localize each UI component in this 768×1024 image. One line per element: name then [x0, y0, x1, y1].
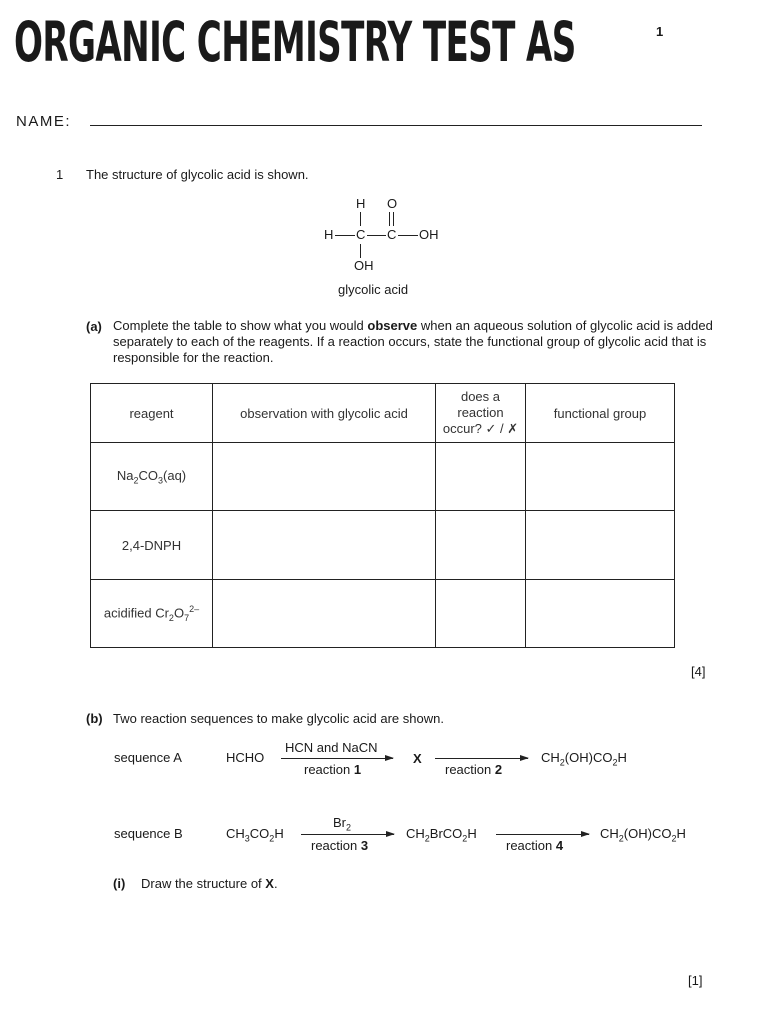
formula-subscript: 2	[269, 833, 275, 844]
sequence-b-reagent-1	[333, 815, 351, 833]
structure-caption: glycolic acid	[338, 282, 409, 297]
atom-c1: C	[356, 227, 366, 242]
part-a-label: (a)	[86, 319, 102, 334]
formula-subscript: 2	[612, 757, 618, 768]
part-a-marks: [4]	[691, 664, 706, 679]
atom-c2: C	[387, 227, 397, 242]
reaction-number: 4	[555, 838, 564, 853]
formula-subscript: 2	[424, 833, 430, 844]
reaction-number: 3	[360, 838, 369, 853]
reaction-label-text: reaction	[311, 838, 361, 853]
formula-subscript: 2	[346, 822, 352, 833]
formula-part: H	[617, 750, 627, 765]
sequence-b-label: sequence B	[114, 826, 183, 841]
part-a-text-2: when an aqueous solution of glycolic acid is added separately to each of the reagents. If a reaction occurs, state the functional group of glycolic acid that is responsible for the reaction.	[113, 318, 713, 365]
intermediate-x: X	[413, 751, 422, 766]
sequence-b-start	[226, 826, 284, 844]
header-reaction-occur	[436, 384, 526, 443]
formula-part: (OH)CO	[623, 826, 672, 841]
table-row	[91, 511, 675, 580]
page-number: 1	[656, 24, 664, 39]
sequence-a-reagent-1: HCN and NaCN	[285, 740, 378, 755]
reagent-text: CO	[138, 467, 158, 483]
answer-cell-functional-group[interactable]	[526, 443, 675, 511]
bond-c2-o-double-1	[389, 212, 390, 226]
bond-c1-oh	[360, 244, 361, 258]
part-i-label: (i)	[113, 876, 126, 891]
bond-c1-h	[360, 212, 361, 226]
header-observation: observation with glycolic acid	[213, 384, 436, 443]
formula-part: CH	[600, 826, 619, 841]
atom-oh-bottom: OH	[354, 258, 374, 273]
reaction-4-label	[506, 838, 563, 853]
formula-subscript: 2	[671, 833, 677, 844]
part-a-instructions	[113, 318, 713, 366]
atom-h-top: H	[356, 196, 366, 211]
reagent-dnph: 2,4-DNPH	[91, 511, 213, 580]
reagent-subscript: 2	[168, 612, 174, 623]
observation-table	[90, 383, 675, 648]
name-field-line[interactable]	[90, 125, 702, 126]
part-i-marks: [1]	[688, 973, 703, 988]
formula-part: H	[676, 826, 686, 841]
formula-subscript: 2	[462, 833, 468, 844]
reagent-subscript: 7	[184, 612, 190, 623]
bond-c1-c2	[367, 235, 386, 236]
part-i-text-main: Draw the structure of	[141, 876, 266, 891]
reaction-3-label	[311, 838, 368, 853]
answer-drawing-area[interactable]	[113, 900, 673, 968]
reaction-number: 1	[353, 762, 362, 777]
answer-cell-functional-group[interactable]	[526, 511, 675, 580]
bond-h-c1	[335, 235, 355, 236]
reaction-label-text: reaction	[506, 838, 556, 853]
formula-subscript: 2	[559, 757, 565, 768]
formula-part: (OH)CO	[564, 750, 613, 765]
header-functional-group: functional group	[526, 384, 675, 443]
reagent-superscript: 2–	[189, 604, 200, 615]
reaction-label-text: reaction	[445, 762, 495, 777]
sequence-a-start: HCHO	[226, 750, 265, 765]
formula-part: CO	[249, 826, 270, 841]
part-i-end: .	[273, 876, 278, 891]
reagent-text: acidified Cr	[103, 605, 169, 621]
reaction-1-arrow	[281, 758, 393, 759]
header-reagent: reagent	[91, 384, 213, 443]
header-occur-line2: reaction	[457, 405, 504, 420]
formula-part: CH	[541, 750, 560, 765]
answer-cell-occur[interactable]	[436, 580, 526, 648]
sequence-b-intermediate	[406, 826, 477, 844]
header-occur-line1: does a	[460, 389, 501, 404]
question-number: 1	[56, 167, 64, 182]
sequence-a-label: sequence A	[114, 750, 182, 765]
part-a-bold-word: observe	[367, 318, 418, 333]
reagent-acidified-dichromate	[91, 580, 213, 648]
sequence-a-product	[541, 750, 627, 768]
formula-part: H	[274, 826, 284, 841]
answer-cell-observation[interactable]	[213, 580, 436, 648]
answer-cell-observation[interactable]	[213, 511, 436, 580]
formula-subscript: 3	[244, 833, 250, 844]
part-b-intro: Two reaction sequences to make glycolic acid are shown.	[113, 711, 444, 726]
atom-h-left: H	[324, 227, 334, 242]
formula-subscript: 2	[618, 833, 624, 844]
atom-oh-right: OH	[419, 227, 439, 242]
answer-cell-occur[interactable]	[436, 511, 526, 580]
formula-part: H	[467, 826, 477, 841]
formula-part: CH	[406, 826, 425, 841]
page-title: ORGANIC CHEMISTRY TEST AS	[14, 10, 576, 74]
answer-cell-occur[interactable]	[436, 443, 526, 511]
table-header-row	[91, 384, 675, 443]
atom-o-top: O	[387, 196, 398, 211]
reagent-subscript: 2	[133, 475, 139, 486]
reaction-label-text: reaction	[304, 762, 354, 777]
reaction-1-label	[304, 762, 361, 777]
answer-cell-observation[interactable]	[213, 443, 436, 511]
table-row	[91, 580, 675, 648]
part-a-text-1: Complete the table to show what you would	[113, 318, 368, 333]
answer-cell-functional-group[interactable]	[526, 580, 675, 648]
reaction-2-label	[445, 762, 502, 777]
name-label: NAME:	[16, 113, 72, 130]
reaction-2-arrow	[435, 758, 528, 759]
glycolic-acid-structure	[318, 194, 448, 276]
bond-c2-o-double-2	[393, 212, 394, 226]
part-b-label: (b)	[86, 711, 103, 726]
reagent-text: Na	[116, 467, 134, 483]
part-i-text	[141, 876, 278, 892]
formula-part: Br	[333, 815, 346, 830]
sequence-b-product	[600, 826, 686, 844]
header-occur-line3: occur? ✓ / ✗	[442, 421, 519, 436]
part-i-bold: X	[265, 876, 274, 891]
formula-part: BrCO	[429, 826, 463, 841]
formula-part: CH	[226, 826, 245, 841]
question-intro: The structure of glycolic acid is shown.	[86, 167, 309, 182]
reagent-text: O	[173, 605, 185, 621]
bond-c2-oh	[398, 235, 418, 236]
reaction-3-arrow	[301, 834, 394, 835]
reagent-subscript: 3	[158, 475, 164, 486]
reaction-number: 2	[494, 762, 503, 777]
reagent-na2co3	[91, 443, 213, 511]
table-row	[91, 443, 675, 511]
reagent-text: (aq)	[163, 467, 187, 483]
reaction-4-arrow	[496, 834, 589, 835]
